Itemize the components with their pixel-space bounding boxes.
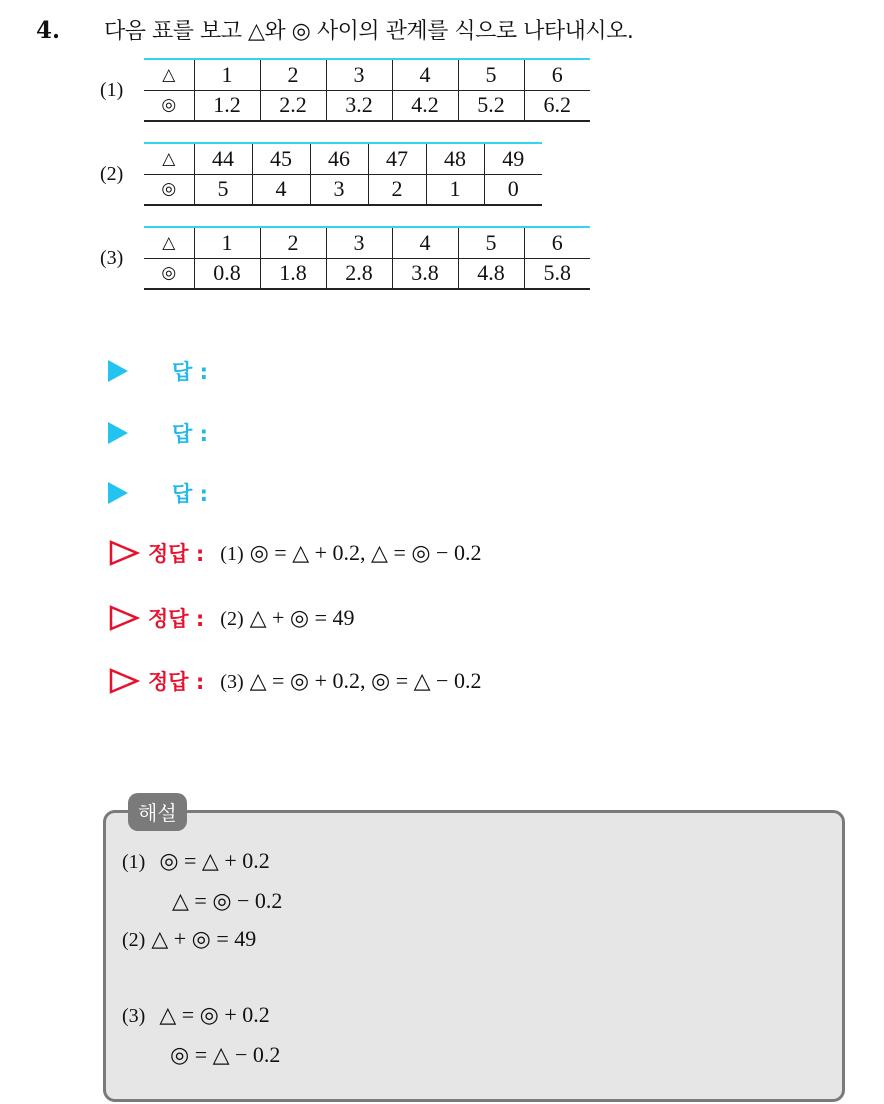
table-cell: 49 bbox=[484, 143, 542, 174]
solution-row-2 bbox=[108, 603, 355, 633]
play-icon bbox=[108, 360, 128, 382]
triangle-symbol: △ bbox=[144, 143, 194, 174]
explanation-equation: ◎ = △ + 0.2 bbox=[159, 848, 270, 873]
table-cell: 45 bbox=[252, 143, 310, 174]
table-cell: 5 bbox=[194, 174, 252, 205]
solution-equation: ◎ = △ + 0.2, △ = ◎ − 0.2 bbox=[249, 540, 482, 565]
answer-label: 답 : bbox=[172, 360, 208, 384]
table-cell: 1.8 bbox=[260, 258, 326, 289]
table-block-2 bbox=[100, 142, 542, 206]
explanation-title: 해설 bbox=[128, 793, 187, 831]
question-header bbox=[36, 14, 633, 45]
table-label: (1) bbox=[100, 78, 124, 101]
table-cell: 1 bbox=[426, 174, 484, 205]
table-cell: 3 bbox=[326, 59, 392, 90]
table-row bbox=[144, 90, 590, 121]
table-cell: 0 bbox=[484, 174, 542, 205]
double-circle-symbol: ◎ bbox=[144, 258, 194, 289]
solution-equation: △ = ◎ + 0.2, ◎ = △ − 0.2 bbox=[249, 668, 482, 693]
play-icon bbox=[108, 422, 128, 444]
solution-text bbox=[220, 668, 481, 694]
table-cell: 3 bbox=[326, 227, 392, 258]
table-cell: 4.8 bbox=[458, 258, 524, 289]
table-cell: 44 bbox=[194, 143, 252, 174]
explanation-line bbox=[122, 848, 270, 874]
answer-row-2 bbox=[108, 418, 208, 448]
answer-label: 답 : bbox=[172, 482, 208, 506]
solution-part: (1) bbox=[220, 543, 244, 565]
table-cell: 6 bbox=[524, 59, 590, 90]
table-cell: 4 bbox=[392, 59, 458, 90]
table-cell: 2 bbox=[260, 227, 326, 258]
solution-equation: △ + ◎ = 49 bbox=[249, 605, 355, 630]
solution-label: 정답 : bbox=[148, 542, 205, 566]
answer-row-3 bbox=[108, 478, 208, 508]
table-cell: 3 bbox=[310, 174, 368, 205]
table-row bbox=[144, 143, 542, 174]
table-cell: 0.8 bbox=[194, 258, 260, 289]
explanation-part: (3) bbox=[122, 1005, 146, 1027]
explanation-equation: △ = ◎ − 0.2 bbox=[172, 888, 283, 913]
table-block-3 bbox=[100, 226, 590, 290]
explanation-part: (1) bbox=[122, 851, 146, 873]
table-label: (2) bbox=[100, 162, 124, 185]
solution-label: 정답 : bbox=[148, 607, 205, 631]
value-table bbox=[144, 142, 542, 206]
explanation-line bbox=[122, 926, 256, 952]
table-cell: 2.8 bbox=[326, 258, 392, 289]
play-icon bbox=[108, 482, 128, 504]
solution-label: 정답 : bbox=[148, 670, 205, 694]
answer-row-1 bbox=[108, 356, 208, 386]
table-cell: 47 bbox=[368, 143, 426, 174]
table-label: (3) bbox=[100, 246, 124, 269]
table-row bbox=[144, 227, 590, 258]
table-cell: 4 bbox=[252, 174, 310, 205]
solution-text bbox=[220, 605, 354, 631]
table-cell: 3.2 bbox=[326, 90, 392, 121]
question-text: 다음 표를 보고 △와 ◎ 사이의 관계를 식으로 나타내시오. bbox=[104, 19, 634, 44]
table-cell: 48 bbox=[426, 143, 484, 174]
table-cell: 2.2 bbox=[260, 90, 326, 121]
solution-row-1 bbox=[108, 538, 481, 568]
value-table bbox=[144, 58, 590, 122]
solution-part: (2) bbox=[220, 608, 244, 630]
explanation-equation: △ = ◎ + 0.2 bbox=[159, 1002, 270, 1027]
table-cell: 2 bbox=[260, 59, 326, 90]
table-cell: 5.2 bbox=[458, 90, 524, 121]
explanation-equation: △ + ◎ = 49 bbox=[151, 926, 257, 951]
table-cell: 1 bbox=[194, 227, 260, 258]
table-cell: 3.8 bbox=[392, 258, 458, 289]
table-cell: 4.2 bbox=[392, 90, 458, 121]
double-circle-symbol: ◎ bbox=[144, 90, 194, 121]
table-cell: 5.8 bbox=[524, 258, 590, 289]
outline-triangle-icon bbox=[108, 604, 140, 632]
explanation-line bbox=[158, 888, 282, 914]
explanation-line bbox=[156, 1042, 280, 1068]
table-cell: 46 bbox=[310, 143, 368, 174]
table-block-1 bbox=[100, 58, 590, 122]
table-cell: 2 bbox=[368, 174, 426, 205]
value-table bbox=[144, 226, 590, 290]
explanation-line bbox=[122, 1002, 270, 1028]
explanation-equation: ◎ = △ − 0.2 bbox=[170, 1042, 281, 1067]
solution-part: (3) bbox=[220, 671, 244, 693]
table-row bbox=[144, 258, 590, 289]
table-cell: 1.2 bbox=[194, 90, 260, 121]
table-cell: 4 bbox=[392, 227, 458, 258]
outline-triangle-icon bbox=[108, 539, 140, 567]
question-number: 4. bbox=[36, 17, 61, 44]
solution-text bbox=[220, 540, 481, 566]
solution-row-3 bbox=[108, 666, 481, 696]
answer-label: 답 : bbox=[172, 422, 208, 446]
table-row bbox=[144, 174, 542, 205]
double-circle-symbol: ◎ bbox=[144, 174, 194, 205]
outline-triangle-icon bbox=[108, 667, 140, 695]
table-row bbox=[144, 59, 590, 90]
triangle-symbol: △ bbox=[144, 59, 194, 90]
explanation-part: (2) bbox=[122, 929, 146, 951]
table-cell: 1 bbox=[194, 59, 260, 90]
table-cell: 6 bbox=[524, 227, 590, 258]
table-cell: 5 bbox=[458, 59, 524, 90]
table-cell: 5 bbox=[458, 227, 524, 258]
triangle-symbol: △ bbox=[144, 227, 194, 258]
table-cell: 6.2 bbox=[524, 90, 590, 121]
